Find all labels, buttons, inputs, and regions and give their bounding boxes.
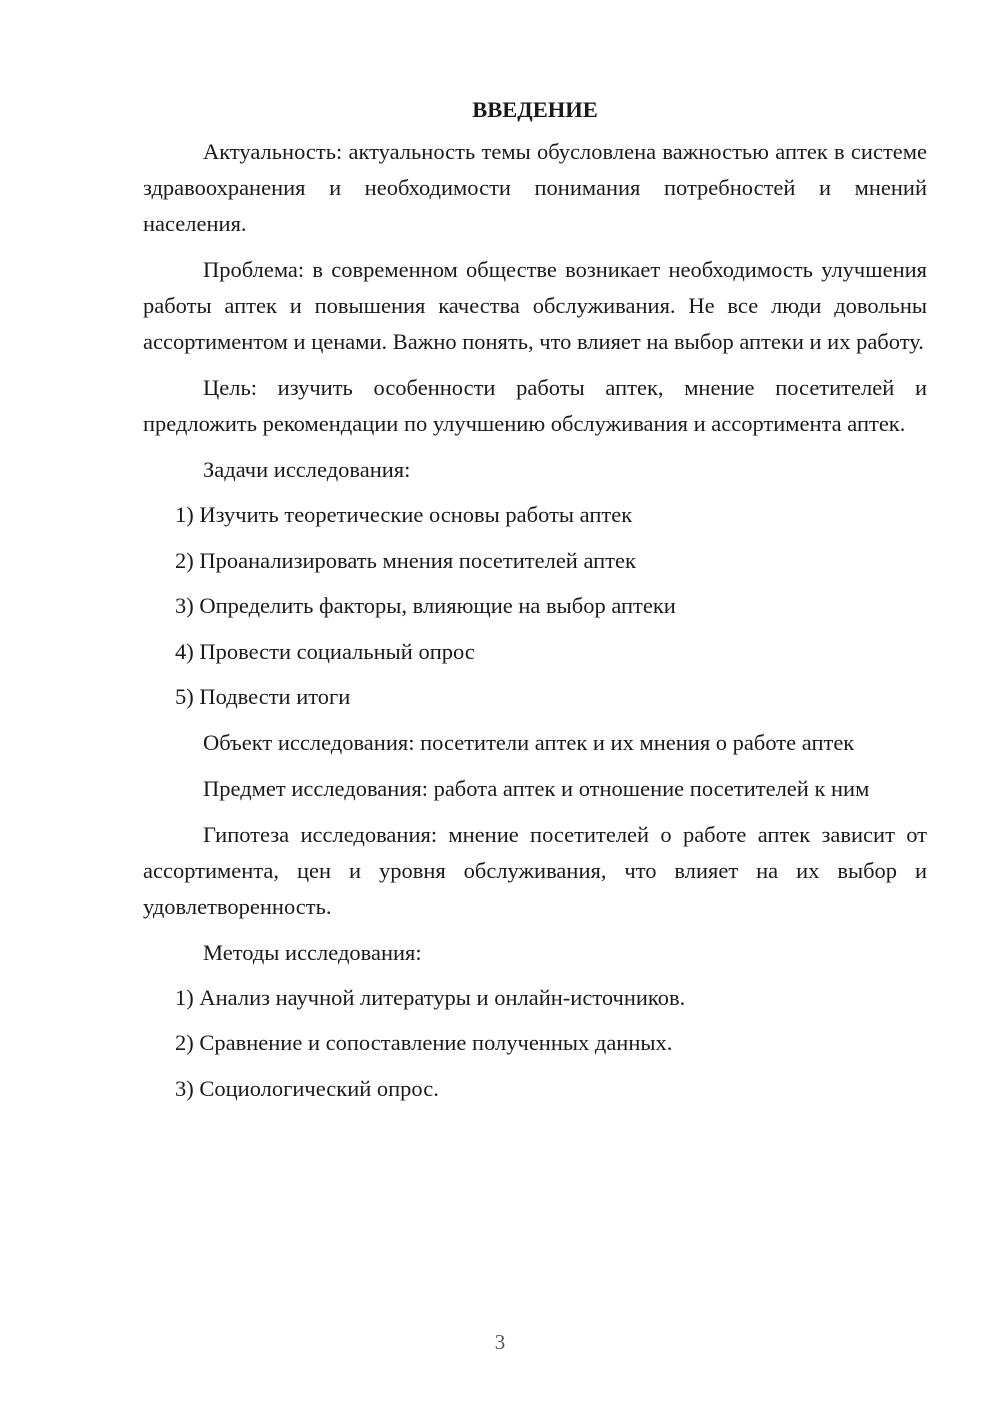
list-item: 2) Проанализировать мнения посетителей аптек (175, 547, 636, 573)
tasks-title: Задачи исследования: (203, 457, 411, 482)
methods-list (143, 980, 927, 1117)
relevance-paragraph: Актуальность: актуальность темы обусловлена важностью аптек в системе здравоохранения и необходимости понимания потребностей и мнений населения. (143, 139, 927, 236)
page-number: 3 (494, 1330, 506, 1354)
subject-paragraph: Предмет исследования: работа аптек и отношение посетителей к ним (203, 775, 870, 801)
list-item: 2) Сравнение и сопоставление полученных данных. (175, 1030, 673, 1055)
page-content (143, 92, 927, 1116)
list-item: 3) Определить факторы, влияющие на выбор аптеки (175, 593, 676, 618)
goal-paragraph: Цель: изучить особенности работы аптек, мнение посетителей и предложить рекомендации по улучшению обслуживания и ассортимента аптек. (143, 375, 927, 436)
list-item: 1) Анализ научной литературы и онлайн-источников. (175, 984, 686, 1010)
list-item: 3) Социологический опрос. (175, 1075, 439, 1101)
page-title: ВВЕДЕНИЕ (472, 97, 598, 122)
hypothesis-paragraph: Гипотеза исследования: мнение посетителей о работе аптек зависит от ассортимента, цен и уровня обслуживания, что влияет на их выбор и удовлетворенность. (143, 821, 927, 919)
list-item: 5) Подвести итоги (175, 684, 351, 709)
object-paragraph: Объект исследования: посетители аптек и их мнения о работе аптек (203, 729, 855, 755)
tasks-list (143, 497, 927, 725)
methods-title: Методы исследования: (203, 939, 422, 965)
list-item: 4) Провести социальный опрос (175, 638, 475, 664)
problem-paragraph: Проблема: в современном обществе возникает необходимость улучшения работы аптек и повышения качества обслуживания. Не все люди довольны ассортиментом и ценами. Важно понять, что влияет на выбор аптеки и их работу. (143, 257, 927, 354)
list-item: 1) Изучить теоретические основы работы аптек (175, 502, 633, 527)
